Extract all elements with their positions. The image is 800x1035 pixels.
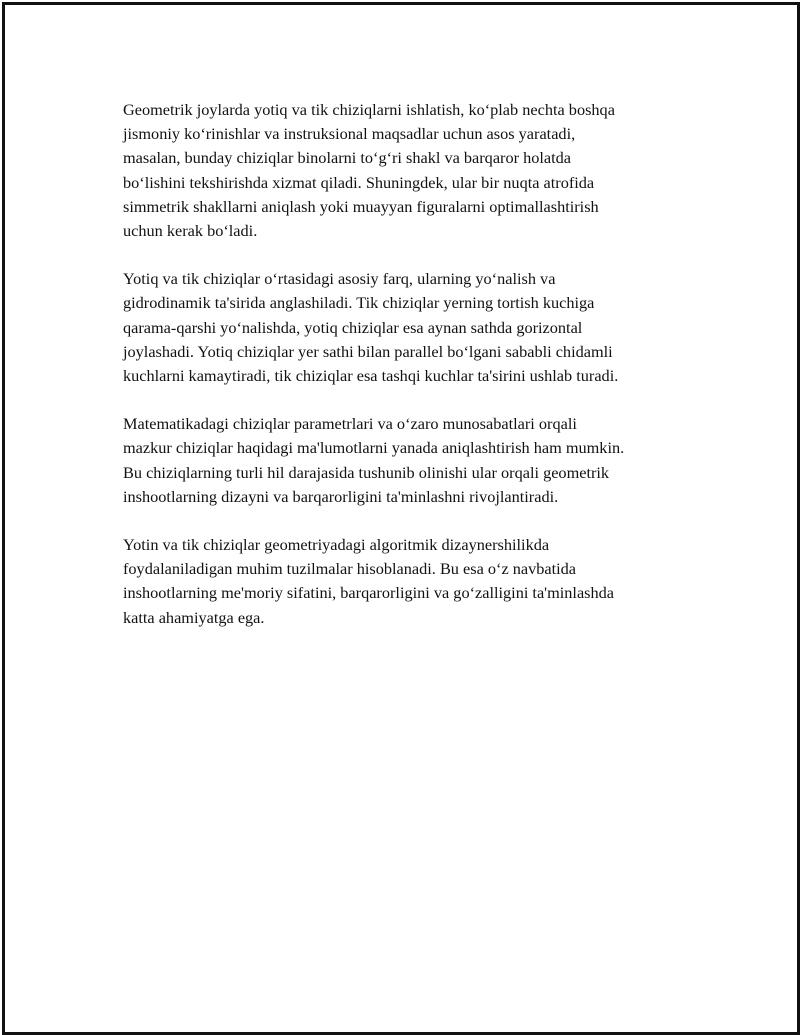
page-frame — [2, 2, 800, 1035]
paragraph-4: Yotin va tik chiziqlar geometriyadagi algoritmik dizaynershilikda foydalaniladigan muhim tuzilmalar hisoblanadi. Bu esa o‘z navbatida inshootlarning me'moriy sifatini, barqarorligini va go‘zalligini ta'minlashda katta ahamiyatga ega. — [123, 535, 615, 627]
paragraph-1: Geometrik joylarda yotiq va tik chiziqlarni ishlatish, ko‘plab nechta boshqa jismoniy ko‘rinishlar va instruksional maqsadlar uchun asos yaratadi, masalan, bunday chiziqlar binolarni to‘g‘ri shakl va barqaror holatda bo‘lishini tekshirishda xizmat qiladi. Shuningdek, ular bir nuqta atrofida simmetrik shakllarni aniqlash yoki muayyan figuralarni optimallashtirish uchun kerak bo‘ladi. — [123, 100, 615, 241]
paragraph-2: Yotiq va tik chiziqlar o‘rtasidagi asosiy farq, ularning yo‘nalish va gidrodinamik ta'sirida anglashiladi. Tik chiziqlar yerning tortish kuchiga qarama-qarshi yo‘nalishda, yotiq chiziqlar esa aynan sathda gorizontal joylashadi. Yotiq chiziqlar yer sathi bilan parallel bo‘lgani sababli chidamli kuchlarni kamaytiradi, tik chiziqlar esa tashqi kuchlar ta'sirini ushlab turadi. — [123, 269, 619, 386]
document-body — [123, 98, 703, 654]
paragraph-3: Matematikadagi chiziqlar parametrlari va o‘zaro munosabatlari orqali mazkur chiziqlar haqidagi ma'lumotlarni yanada aniqlashtirish ham mumkin. Bu chiziqlarning turli hil darajasida tushunib olinishi ular orqali geometrik inshootlarning dizayni va barqarorligini ta'minlashni rivojlantiradi. — [123, 414, 625, 506]
